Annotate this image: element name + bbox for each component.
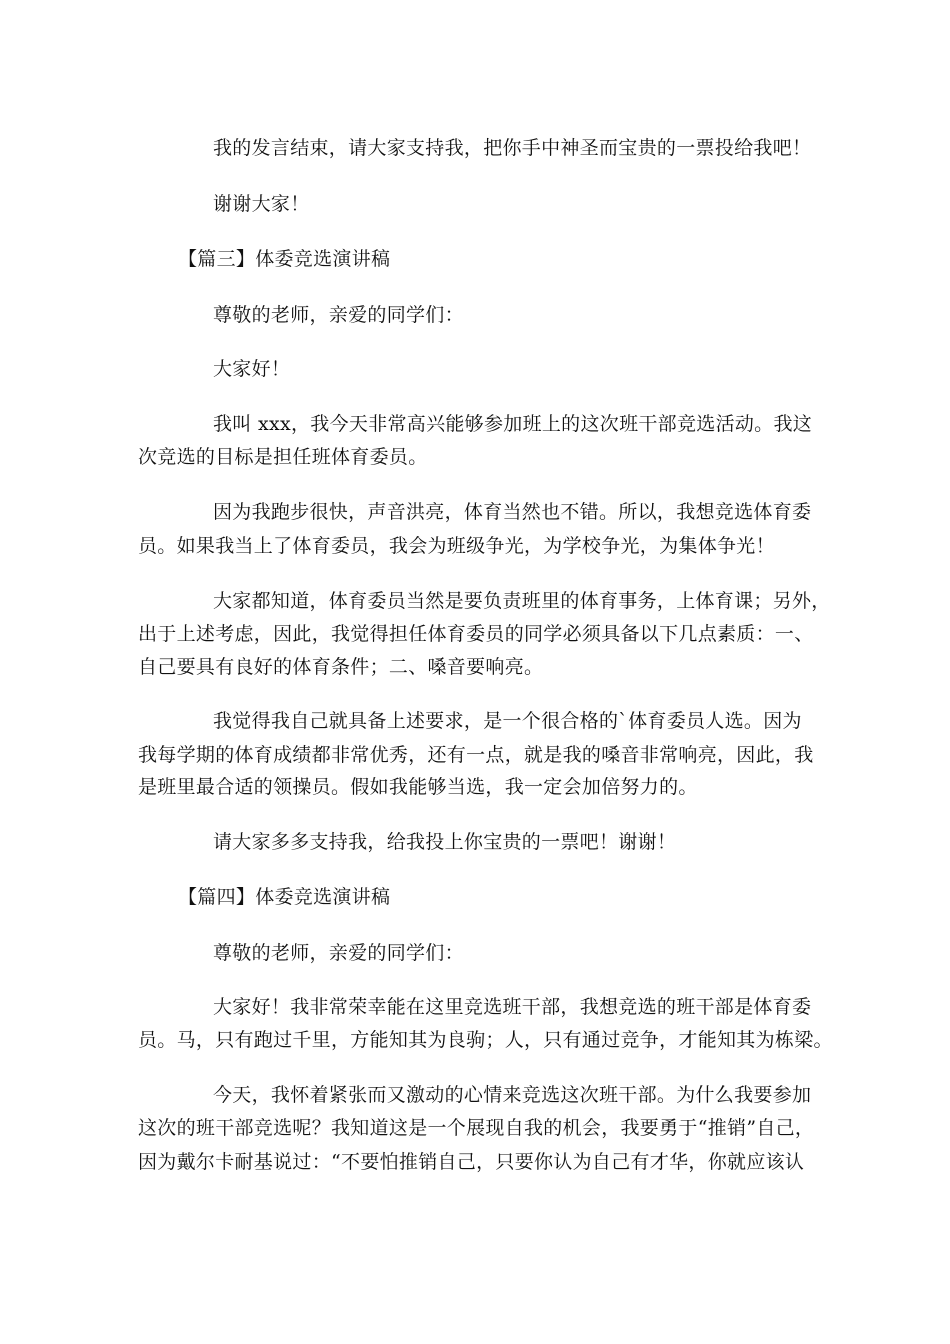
paragraph-line: 这次的班干部竞选呢？我知道这是一个展现自我的机会，我要勇于“推销”自己， <box>138 1117 815 1139</box>
paragraph-line: 今天，我怀着紧张而又激动的心情来竞选这次班干部。为什么我要参加 <box>213 1084 812 1106</box>
paragraph-line: 是班里最合适的领操员。假如我能够当选，我一定会加倍努力的。 <box>138 776 698 798</box>
paragraph-line: 尊敬的老师，亲爱的同学们： <box>213 942 464 964</box>
paragraph-line: 我每学期的体育成绩都非常优秀，还有一点，就是我的嗓音非常响亮，因此，我 <box>138 744 814 766</box>
paragraph-line: 我叫 xxx，我今天非常高兴能够参加班上的这次班干部竞选活动。我这 <box>213 413 813 435</box>
paragraph-line: 尊敬的老师，亲爱的同学们： <box>213 304 464 326</box>
paragraph-line: 我的发言结束，请大家支持我，把你手中神圣而宝贵的一票投给我吧！ <box>213 137 812 159</box>
paragraph-line: 员。马，只有跑过千里，方能知其为良驹；人，只有通过竞争，才能知其为栋梁。 <box>138 1029 833 1051</box>
paragraph-line: 大家好！我非常荣幸能在这里竞选班干部，我想竞选的班干部是体育委 <box>213 996 812 1018</box>
section-heading: 【篇三】体委竞选演讲稿 <box>178 248 391 270</box>
paragraph-line: 请大家多多支持我，给我投上你宝贵的一票吧！谢谢！ <box>213 831 677 853</box>
paragraph-line: 员。如果我当上了体育委员，我会为班级争光，为学校争光，为集体争光！ <box>138 535 775 557</box>
paragraph-line: 大家好！ <box>213 358 291 380</box>
paragraph-line: 谢谢大家！ <box>213 193 310 215</box>
paragraph-line: 大家都知道，体育委员当然是要负责班里的体育事务，上体育课；另外， <box>213 590 831 612</box>
paragraph-line: 次竞选的目标是担任班体育委员。 <box>138 446 428 468</box>
section-heading: 【篇四】体委竞选演讲稿 <box>178 886 391 908</box>
paragraph-line: 因为我跑步很快，声音洪亮，体育当然也不错。所以，我想竞选体育委 <box>213 501 812 523</box>
paragraph-line: 因为戴尔卡耐基说过：“不要怕推销自己，只要你认为自己有才华，你就应该认 <box>138 1151 805 1173</box>
paragraph-line: 我觉得我自己就具备上述要求，是一个很合格的`体育委员人选。因为 <box>213 710 802 732</box>
paragraph-line: 自己要具有良好的体育条件；二、嗓音要响亮。 <box>138 656 544 678</box>
paragraph-line: 出于上述考虑，因此，我觉得担任体育委员的同学必须具备以下几点素质：一、 <box>138 623 814 645</box>
